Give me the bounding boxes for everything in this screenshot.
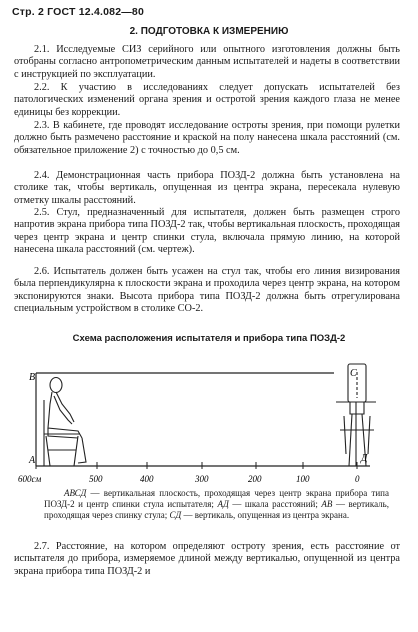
paragraph-2-6: 2.6. Испытатель должен быть усажен на стул так, чтобы его линия визирования была перпендикулярна к плоскости экрана и проходила через центр экрана, на котором экспонируются знаки. Высота прибора типа ПОЗД-2 должна быть отрегулирована специальным устройством в столике СО-2.	[14, 266, 400, 315]
pozd2-device	[336, 364, 376, 466]
paragraph-2-3: 2.3. В кабинете, где проводят исследование остроты зрения, при помощи рулетки должно быть размечено расстояние и краской на полу нанесена шкала расстояний (см. обязательное приложение 2) с точностью до 0,5 см.	[14, 120, 400, 156]
label-d: Д	[361, 453, 368, 464]
paragraph-2-4: 2.4. Демонстрационная часть прибора ПОЗД-2 должна быть установлена на столике так, чтобы вертикаль, опущенная из центра экрана, пересекала нулевую отметку шкалы расстояний.	[14, 170, 400, 206]
scale-label: 300	[195, 474, 209, 484]
figure-caption: Схема расположения испытателя и прибора типа ПОЗД-2	[72, 333, 346, 344]
legend-text: — вертикальная плоскость, проходящая через центр экрана прибора типа ПОЗД-2 и центр спинки стула испытателя;	[44, 488, 389, 509]
paragraph-2-5: 2.5. Стул, предназначенный для испытателя, должен быть размещен строго напротив экрана прибора типа ПОЗД-2 так, чтобы вертикальная плоскость, проходящая через центр экрана и центр спинки стула, включала прямую линию, на которой нанесена шкала расстояний (см. чертеж).	[14, 207, 400, 256]
figure-legend	[44, 488, 389, 520]
legend-term: АД	[217, 498, 229, 509]
paragraph-2-7: 2.7. Расстояние, на котором определяют остроту зрения, есть расстояние от испытателя до прибора, измеряемое длиной между вертикалью, опущенной из центра экрана прибора типа ПОЗД-2 и	[14, 541, 400, 577]
legend-text: — шкала расстояний;	[228, 498, 322, 509]
label-c: С	[350, 368, 357, 379]
legend-text: — вертикаль, опущенная из центра экрана.	[181, 509, 350, 520]
paragraph-2-2: 2.2. К участию в исследованиях следует допускать испытателей без патологических изменений органа зрения и остротой зрения каждого глаза не менее единицы без коррекции.	[14, 82, 400, 118]
legend-term: АВ	[321, 498, 333, 509]
scale-label: 200	[248, 474, 262, 484]
paragraph-2-1: 2.1. Исследуемые СИЗ серийного или опытного изготовления должны быть отобраны согласно антропометрическим данным испытателей и надеты в соответствии с инструкцией по эксплуатации.	[14, 44, 400, 80]
label-a: А	[29, 455, 36, 466]
scale-label: 0	[355, 474, 360, 484]
legend-term: СД	[169, 509, 182, 520]
scale-label: 500	[89, 474, 103, 484]
section-title: 2. ПОДГОТОВКА К ИЗМЕРЕНИЮ	[129, 26, 289, 37]
scale-label: 400	[140, 474, 154, 484]
label-b: В	[29, 372, 36, 383]
scale-label: 600см	[18, 474, 42, 484]
page-header: Стр. 2 ГОСТ 12.4.082—80	[12, 6, 145, 18]
scale-label: 100	[296, 474, 310, 484]
legend-text: — вертикаль, проходящая через спинку стула;	[44, 498, 389, 520]
legend-term: АВСД	[64, 488, 87, 498]
